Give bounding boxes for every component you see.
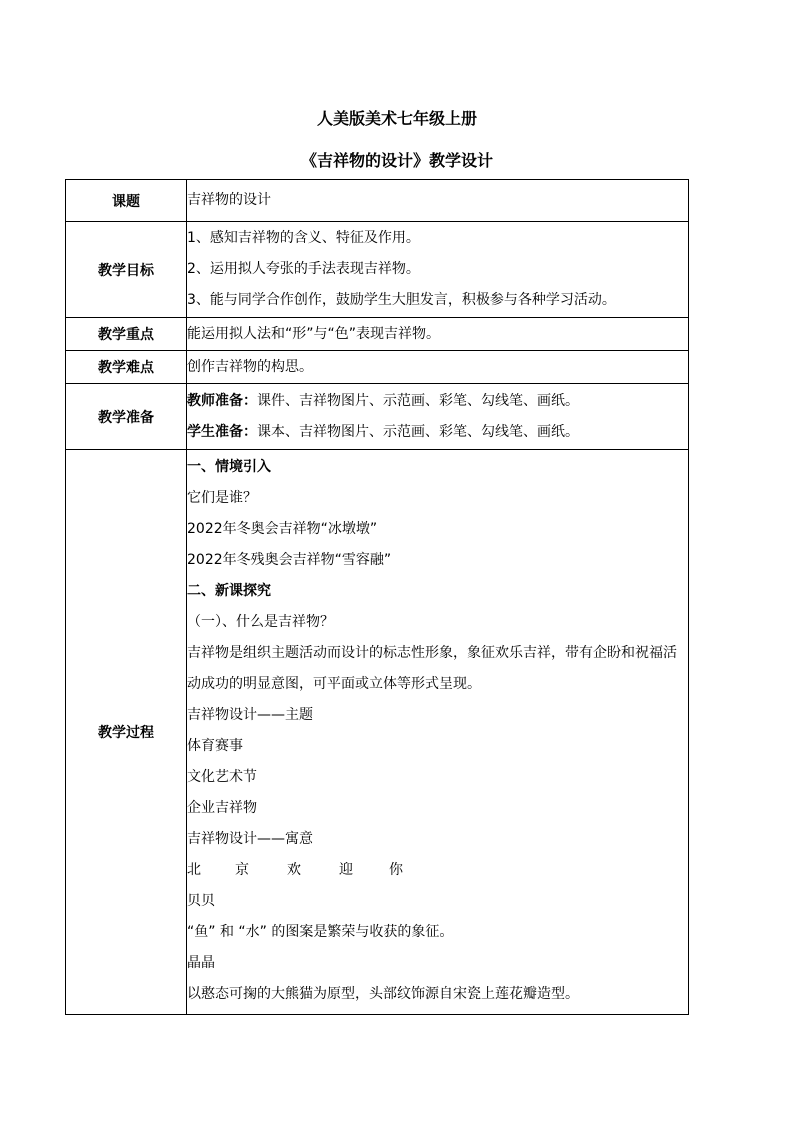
process-label: 教学过程 bbox=[66, 450, 187, 1015]
process-line: 企业吉祥物 bbox=[187, 800, 257, 816]
teacher-preparation-text: 课件、吉祥物图片、示范画、彩笔、勾线笔、画纸。 bbox=[257, 392, 579, 409]
row-key-point bbox=[66, 318, 689, 351]
row-preparation bbox=[66, 384, 689, 450]
process-line: 体育赛事 bbox=[187, 738, 243, 754]
topic-text: 吉祥物的设计 bbox=[187, 192, 271, 208]
difficulty-label: 教学难点 bbox=[66, 351, 187, 384]
process-line: “鱼” 和 “水” 的图案是繁荣与收获的象征。 bbox=[187, 924, 454, 940]
teacher-preparation-label: 教师准备： bbox=[187, 392, 257, 409]
row-goals bbox=[66, 222, 689, 318]
beijing-char: 欢 bbox=[287, 862, 301, 878]
difficulty-text: 创作吉祥物的构思。 bbox=[187, 358, 313, 375]
topic-value bbox=[187, 180, 689, 222]
process-line: 晶晶 bbox=[187, 955, 215, 971]
process-line: 文化艺术节 bbox=[187, 769, 257, 785]
beijing-welcomes-you bbox=[187, 855, 688, 886]
preparation-label: 教学准备 bbox=[66, 384, 187, 450]
goals-label: 教学目标 bbox=[66, 222, 187, 318]
process-line: 它们是谁？ bbox=[187, 490, 257, 506]
student-preparation-label: 学生准备： bbox=[187, 423, 257, 440]
row-difficulty bbox=[66, 351, 689, 384]
process-line: 贝贝 bbox=[187, 893, 215, 909]
row-topic bbox=[66, 180, 689, 222]
preparation-value bbox=[187, 384, 689, 450]
row-process bbox=[66, 450, 689, 1015]
document-subtitle: 《吉祥物的设计》教学设计 bbox=[300, 151, 493, 170]
teacher-preparation bbox=[187, 386, 688, 417]
goal-item: 2、运用拟人夸张的手法表现吉祥物。 bbox=[187, 261, 420, 277]
process-line: 吉祥物设计——主题 bbox=[187, 707, 313, 723]
goal-item: 1、感知吉祥物的含义、特征及作用。 bbox=[187, 230, 420, 246]
process-line: 2022年冬残奥会吉祥物“雪容融” bbox=[187, 552, 392, 568]
topic-label: 课题 bbox=[66, 180, 187, 222]
process-value bbox=[187, 450, 689, 1015]
key-point-label: 教学重点 bbox=[66, 318, 187, 351]
goals-value bbox=[187, 222, 689, 318]
beijing-char: 迎 bbox=[339, 862, 353, 878]
beijing-char: 北 bbox=[187, 862, 201, 878]
document-title: 人美版美术七年级上册 bbox=[316, 109, 477, 128]
beijing-char: 你 bbox=[389, 862, 403, 878]
student-preparation-text: 课本、吉祥物图片、示范画、彩笔、勾线笔、画纸。 bbox=[257, 423, 579, 440]
process-line: 吉祥物设计——寓意 bbox=[187, 831, 313, 847]
subsection-heading: （一）、什么是吉祥物？ bbox=[187, 614, 334, 630]
lesson-plan-table bbox=[65, 179, 689, 1015]
beijing-char: 京 bbox=[235, 862, 249, 878]
definition-paragraph: 吉祥物是组织主题活动而设计的标志性形象，象征欢乐吉祥，带有企盼和祝福活动成功的明显意图，可平面或立体等形式呈现。 bbox=[187, 645, 677, 692]
key-point-value bbox=[187, 318, 689, 351]
key-point-text: 能运用拟人法和“形”与“色”表现吉祥物。 bbox=[187, 325, 441, 342]
section-heading: 二、新课探究 bbox=[187, 583, 271, 599]
difficulty-value bbox=[187, 351, 689, 384]
process-line: 以憨态可掬的大熊猫为原型，头部纹饰源自宋瓷上莲花瓣造型。 bbox=[187, 986, 579, 1002]
section-heading: 一、情境引入 bbox=[187, 459, 271, 475]
student-preparation bbox=[187, 417, 688, 448]
process-line: 2022年冬奥会吉祥物“冰墩墩” bbox=[187, 521, 378, 537]
goal-item: 3、能与同学合作创作，鼓励学生大胆发言，积极参与各种学习活动。 bbox=[187, 292, 616, 308]
